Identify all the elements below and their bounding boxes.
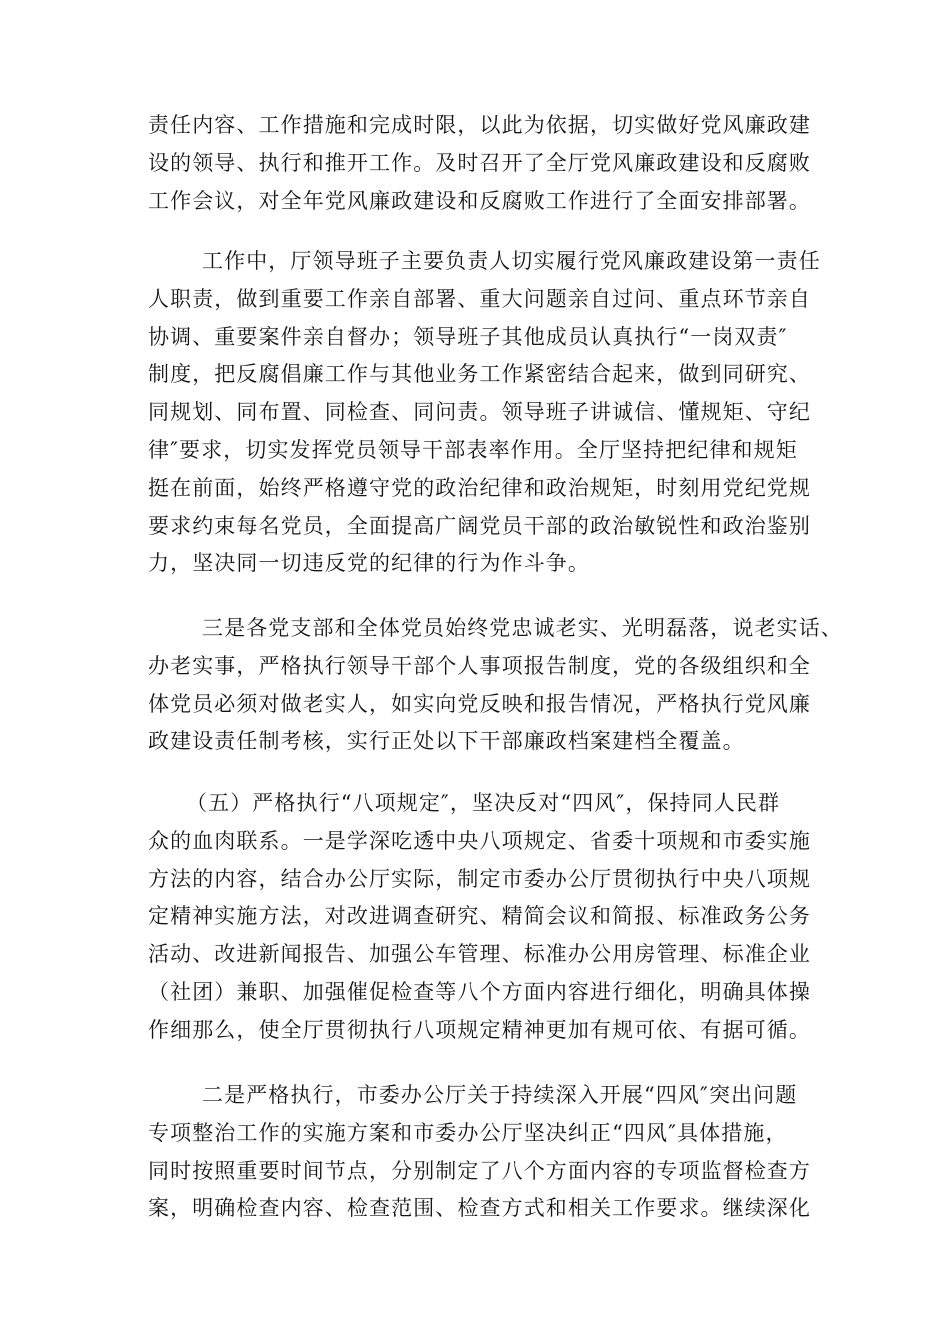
paragraph-2 xyxy=(148,243,828,583)
paragraph-line: 挺在前面，始终严格遵守党的政治纪律和政治规矩，时刻用党纪党规 xyxy=(148,475,811,500)
paragraph-line: 众的血肉联系。一是学深吃透中央八项规定、省委十项规和市委实施 xyxy=(148,828,811,853)
paragraph-line: 体党员必须对做老实人，如实向党反映和报告情况，严格执行党风廉 xyxy=(148,691,811,716)
paragraph-line: 案，明确检查内容、检查范围、检查方式和相关工作要求。继续深化 xyxy=(148,1196,811,1221)
paragraph-line: 办老实事，严格执行领导干部个人事项报告制度，党的各级组织和全 xyxy=(148,653,811,678)
paragraph-line: 人职责，做到重要工作亲自部署、重大问题亲自过问、重点环节亲自 xyxy=(148,286,811,311)
paragraph-line: 专项整治工作的实施方案和市委办公厅坚决纠正“四风″具体措施， xyxy=(148,1120,788,1145)
paragraph-1 xyxy=(148,107,828,220)
paragraph-line: 设的领导、执行和推开工作。及时召开了全厅党风廉政建设和反腐败 xyxy=(148,150,811,175)
paragraph-line: 定精神实施方法，对改进调查研究、精简会议和简报、标准政务公务 xyxy=(148,904,811,929)
paragraph-line: 二是严格执行，市委办公厅关于持续深入开展“四风″突出问题 xyxy=(202,1083,798,1107)
paragraph-line: 要求约束每名党员，全面提高广阔党员干部的政治敏锐性和政治鉴别 xyxy=(148,513,811,538)
paragraph-line: 同规划、同布置、同检查、同问责。领导班子讲诚信、懂规矩、守纪 xyxy=(148,400,811,425)
paragraph-line: （五）严格执行“八项规定″，坚决反对“四风″，保持同人民群 xyxy=(186,791,781,815)
paragraph-line: 工作会议，对全年党风廉政建设和反腐败工作进行了全面安排部署。 xyxy=(148,188,811,213)
paragraph-5 xyxy=(148,1077,828,1228)
paragraph-4 xyxy=(148,785,828,1050)
paragraph-line: 责任内容、工作措施和完成时限，以此为依据，切实做好党风廉政建 xyxy=(148,113,811,137)
paragraph-line: 三是各党支部和全体党员始终党忠诚老实、光明磊落，说老实话、 xyxy=(202,616,843,640)
paragraph-line: 方法的内容，结合办公厅实际，制定市委办公厅贯彻执行中央八项规 xyxy=(148,866,811,891)
paragraph-line: 政建设责任制考核，实行正处以下干部廉政档案建档全覆盖。 xyxy=(148,729,745,754)
paragraph-line: （社团）兼职、加强催促检查等八个方面内容进行细化，明确具体操 xyxy=(148,979,811,1004)
paragraph-line: 同时按照重要时间节点，分别制定了八个方面内容的专项监督检查方 xyxy=(148,1158,811,1183)
paragraph-line: 协调、重要案件亲自督办；领导班子其他成员认真执行“一岗双责″ xyxy=(148,324,788,349)
paragraph-line: 律″要求，切实发挥党员领导干部表率作用。全厅坚持把纪律和规矩 xyxy=(148,437,798,462)
paragraph-line: 作细那么，使全厅贯彻执行八项规定精神更加有规可依、有据可循。 xyxy=(148,1017,811,1042)
paragraph-line: 力，坚决同一切违反党的纪律的行为作斗争。 xyxy=(148,551,590,576)
paragraph-3 xyxy=(148,610,843,761)
paragraph-line: 制度，把反腐倡廉工作与其他业务工作紧密结合起来，做到同研究、 xyxy=(148,362,811,387)
paragraph-line: 活动、改进新闻报告、加强公车管理、标准办公用房管理、标准企业 xyxy=(148,942,811,967)
paragraph-line: 工作中，厅领导班子主要负责人切实履行党风廉政建设第一责任 xyxy=(202,249,821,273)
